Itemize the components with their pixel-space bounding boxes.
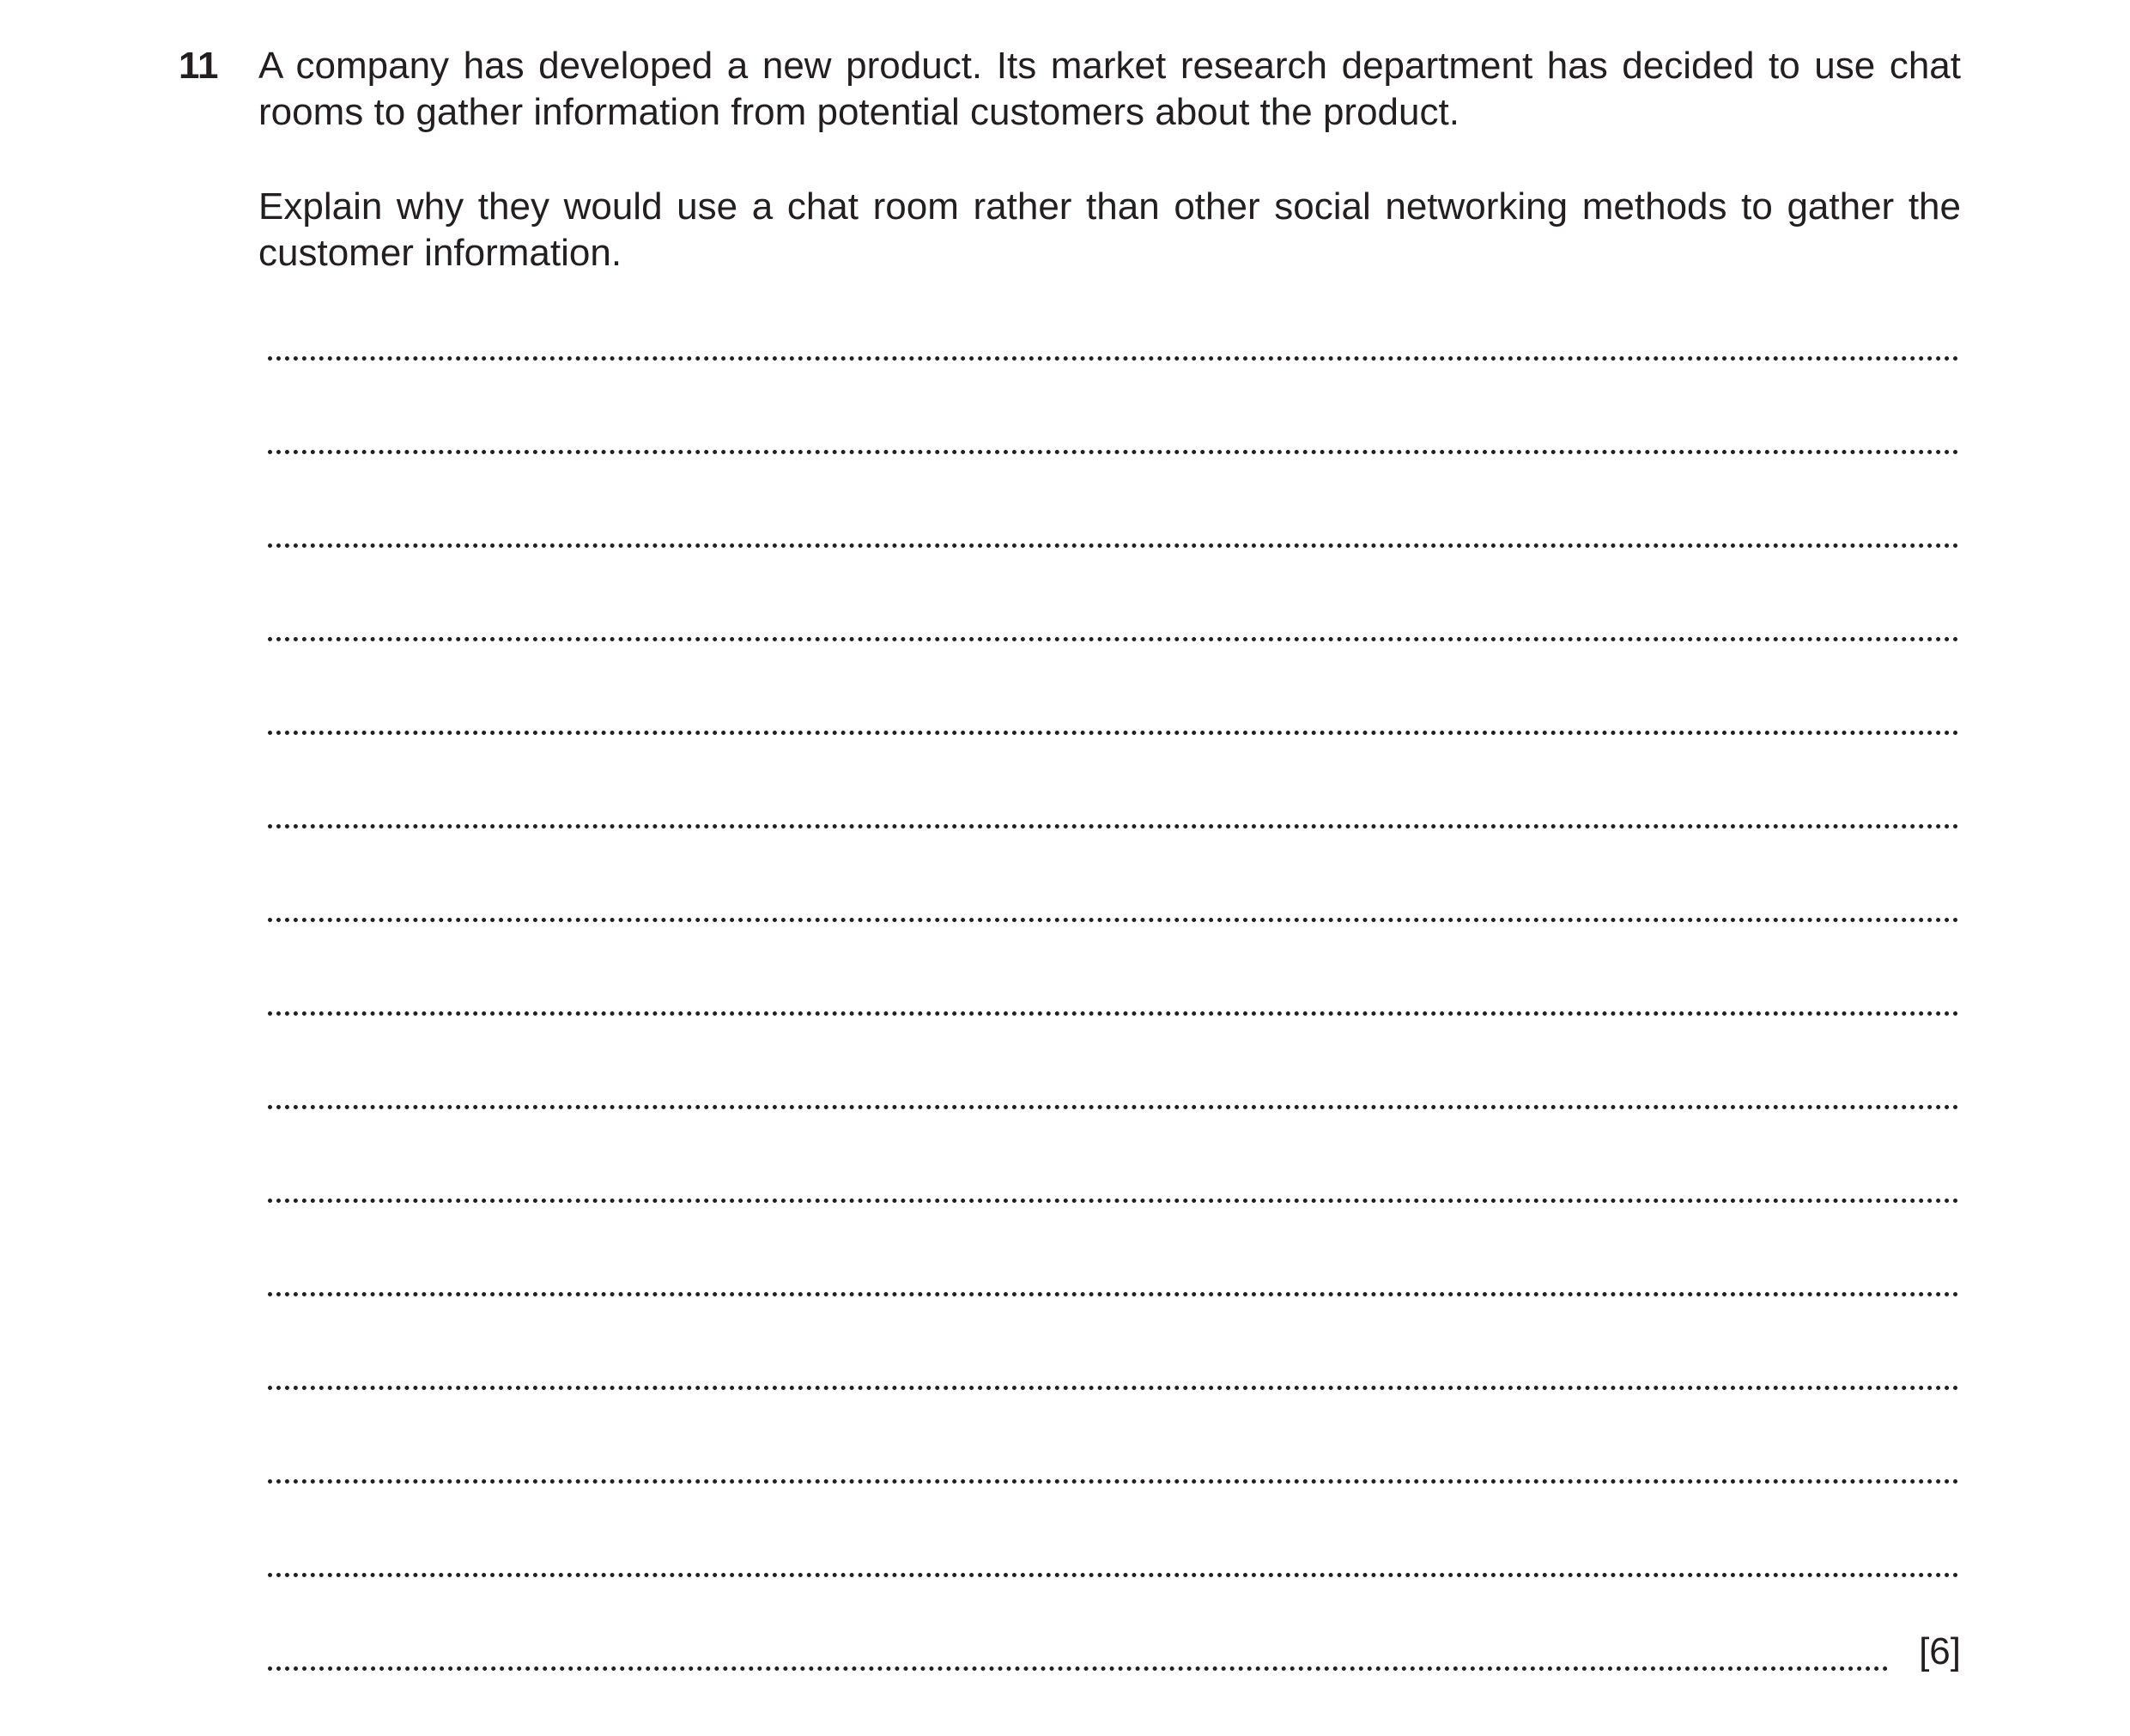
answer-line[interactable] — [268, 1479, 1959, 1484]
answer-line[interactable] — [268, 1199, 1959, 1203]
answer-line[interactable] — [268, 637, 1959, 641]
answer-line[interactable] — [268, 824, 1959, 829]
answer-line[interactable] — [268, 1386, 1959, 1390]
question-prompt: Explain why they would use a chat room rather than other social networking methods to gather the customer information. — [258, 185, 1961, 274]
answer-line[interactable] — [268, 1105, 1959, 1109]
answer-line[interactable] — [268, 1011, 1959, 1016]
marks-label: [6] — [1919, 1630, 1961, 1672]
answer-line[interactable] — [268, 543, 1959, 548]
answer-line[interactable] — [268, 356, 1959, 361]
question-context: A company has developed a new product. Its market research department has decided to use chat rooms to gather information from potential customers about the product. — [258, 45, 1961, 133]
question-text — [258, 43, 1961, 276]
question-number: 11 — [179, 45, 219, 87]
answer-line[interactable] — [268, 731, 1959, 735]
answer-line[interactable] — [268, 918, 1959, 922]
answer-line[interactable] — [268, 450, 1959, 454]
answer-line[interactable] — [268, 1292, 1959, 1296]
answer-line[interactable] — [268, 1666, 1889, 1671]
answer-line[interactable] — [268, 1573, 1959, 1577]
